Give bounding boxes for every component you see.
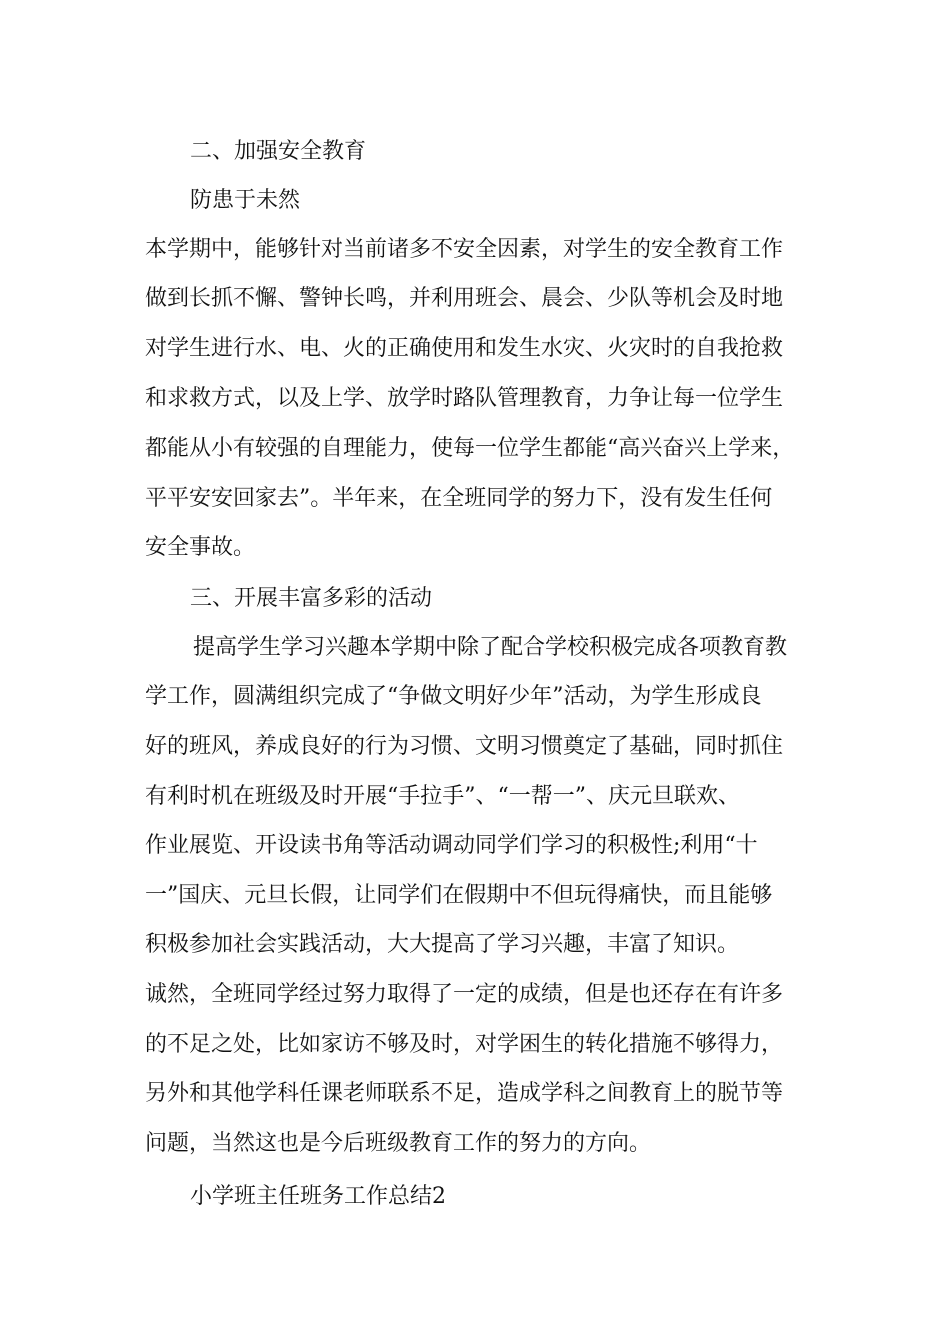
paragraph-line: 的不足之处，比如家访不够及时，对学困生的转化措施不够得力， — [145, 1032, 784, 1057]
next-section-title: 小学班主任班务工作总结2 — [190, 1184, 446, 1209]
paragraph-line: 和求救方式，以及上学、放学时路队管理教育，力争让每一位学生 — [145, 386, 784, 411]
section-subheading-prevention: 防患于未然 — [190, 188, 301, 213]
paragraph-line: 学工作，圆满组织完成了“争做文明好少年”活动，为学生形成良 — [145, 684, 762, 709]
paragraph-line: 好的班风，养成良好的行为习惯、文明习惯奠定了基础，同时抓住 — [145, 734, 784, 759]
paragraph-line: 一”国庆、元旦长假，让同学们在假期中不但玩得痛快，而且能够 — [145, 883, 773, 908]
paragraph-line: 问题，当然这也是今后班级教育工作的努力的方向。 — [145, 1131, 652, 1156]
paragraph-line: 平平安安回家去”。半年来，在全班同学的努力下，没有发生任何 — [145, 486, 773, 511]
paragraph-line: 做到长抓不懈、警钟长鸣，并利用班会、晨会、少队等机会及时地 — [145, 286, 784, 311]
paragraph-line: 对学生进行水、电、火的正确使用和发生水灾、火灾时的自我抢救 — [145, 336, 784, 361]
section-heading-safety: 二、加强安全教育 — [190, 139, 367, 164]
paragraph-line: 积极参加社会实践活动，大大提高了学习兴趣，丰富了知识。 — [145, 932, 740, 957]
section-heading-activities: 三、开展丰富多彩的活动 — [190, 586, 433, 611]
paragraph-line: 都能从小有较强的自理能力，使每一位学生都能“高兴奋兴上学来， — [145, 436, 795, 461]
paragraph-line: 另外和其他学科任课老师联系不足，造成学科之间教育上的脱节等 — [145, 1081, 784, 1106]
paragraph-line: 作业展览、开设读书角等活动调动同学们学习的积极性;利用“十 — [145, 833, 758, 858]
paragraph-line: 有利时机在班级及时开展“手拉手”、“一帮一”、庆元旦联欢、 — [145, 784, 740, 809]
paragraph-line: 提高学生学习兴趣本学期中除了配合学校积极完成各项教育教 — [193, 635, 788, 660]
paragraph-line: 诚然，全班同学经过努力取得了一定的成绩，但是也还存在有许多 — [145, 982, 784, 1007]
paragraph-line: 安全事故。 — [145, 535, 256, 560]
paragraph-line: 本学期中，能够针对当前诸多不安全因素，对学生的安全教育工作 — [145, 237, 784, 262]
